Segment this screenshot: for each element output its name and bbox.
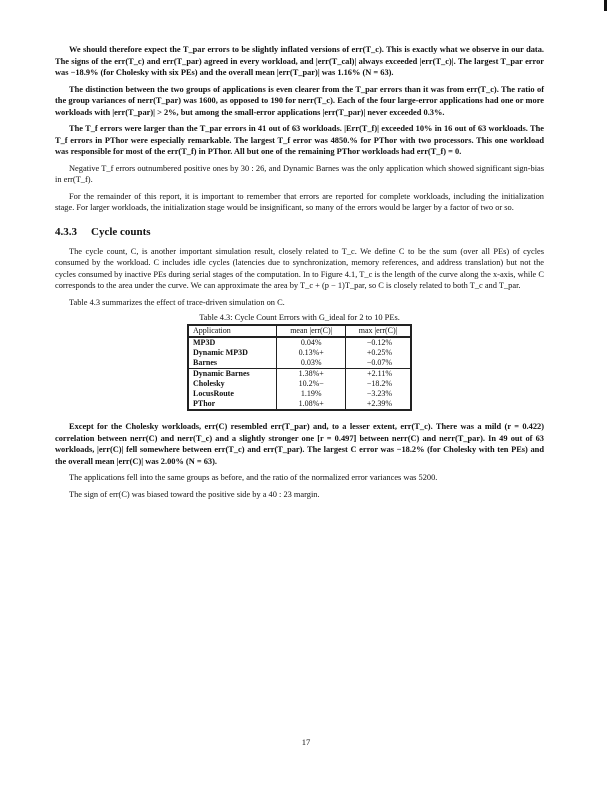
table-body — [188, 337, 411, 410]
paragraphs-mid — [55, 246, 544, 309]
table-caption: Table 4.3: Cycle Count Errors with G_ideal for 2 to 10 PEs. — [199, 313, 400, 322]
page-number: 17 — [301, 737, 311, 747]
paragraph: The applications fell into the same groups as before, and the ratio of the normalized error variances was 5200. — [69, 473, 438, 482]
cell-mean: 0.13%+ — [277, 348, 346, 358]
cell-mean: 10.2%− — [277, 379, 346, 389]
cycle-count-error-table — [187, 324, 412, 411]
page-body — [55, 44, 544, 505]
cell-max: +2.11% — [346, 369, 411, 380]
header-max: max |err(C)| — [346, 325, 411, 337]
corner-mark — [604, 0, 607, 11]
section-heading — [55, 226, 544, 238]
paragraph: The distinction between the two groups of applications is even clearer from the T_par errors than it was from err(T_c). The ratio of the group variances of nerr(T_par) was 1600, as opposed to 190 for nerr(T_c). Each of the four large-error applications had one or more workloads with |err(T_par)| > 2%, but among the small-error applications |err(T_par)| never exceeded 0.3%. — [55, 84, 544, 117]
cell-max: −18.2% — [346, 379, 411, 389]
cell-app: Dynamic MP3D — [193, 348, 248, 357]
table-row — [188, 337, 411, 348]
header-mean: mean |err(C)| — [277, 325, 346, 337]
section-number: 4.3.3 — [55, 225, 77, 238]
cell-mean: 1.38%+ — [277, 369, 346, 380]
paragraph: For the remainder of this report, it is important to remember that errors are reported for complete workloads, including the initialization stage. For larger workloads, the initialization stage would be insignificant, so many of the errors would be larger by a factor of two or so. — [55, 191, 544, 212]
cell-max: +2.39% — [346, 399, 411, 410]
cell-app: MP3D — [193, 338, 216, 347]
cell-max: −0.12% — [346, 337, 411, 348]
cell-max: −0.07% — [346, 358, 411, 369]
cell-mean: 0.04% — [277, 337, 346, 348]
cell-app: Barnes — [188, 358, 277, 369]
paragraph: Table 4.3 summarizes the effect of trace-driven simulation on C. — [69, 297, 285, 307]
table-header-row — [188, 325, 411, 337]
cell-mean: 0.03% — [277, 358, 346, 369]
cell-app: Cholesky — [193, 379, 225, 388]
cell-max: −3.23% — [346, 389, 411, 399]
table-row — [188, 358, 411, 369]
paragraph: The T_f errors were larger than the T_par errors in 41 out of 63 workloads. |Err(T_f)| exceeded 10% in 16 out of 63 workloads. The T_f errors in PThor were especially remarkable. The largest T_f error was 4850.% for PThor with two processors. This one workload was responsible for most of the err(T_f) in PThor. All but one of the remaining PThor workloads had err(T_f) = 0. — [55, 124, 544, 156]
paragraph: Except for the Cholesky workloads, err(C) resembled err(T_par) and, to a lesser extent, err(T_c). There was a mild (r = 0.422) correlation between nerr(C) and nerr(T_c) and a slightly stronger one [r = 0.497] between nerr(C) and nerr(T_par). In 49 out of 63 workloads, |err(C)| fell somewhere between err(T_c) and err(T_par). The largest C error was −18.2% (for Cholesky with ten PEs) and the overall mean |err(C)| was 2.00% (N = 63). — [55, 422, 544, 466]
table-row — [188, 389, 411, 399]
paragraph: The sign of err(C) was biased toward the positive side by a 40 : 23 margin. — [69, 489, 320, 499]
table-row — [188, 369, 411, 380]
table-wrapper — [187, 324, 412, 411]
cell-mean: 1.08%+ — [277, 399, 346, 410]
cell-app: PThor — [193, 399, 216, 408]
cell-max: +0.25% — [346, 348, 411, 358]
cell-app: LocusRoute — [193, 389, 234, 398]
paragraphs-after — [55, 421, 544, 500]
paragraph: We should therefore expect the T_par errors to be slightly inflated versions of err(T_c). This is exactly what we observe in our data. The signs of the err(T_c) and err(T_par) agreed in every workload, and |err(T_cal)| always exceeded |err(T_c)|. The largest T_par error was −18.9% (for Cholesky with six PEs) and the overall mean |err(T_par)| was 1.16% (N = 63). — [55, 45, 544, 77]
header-application: Application — [188, 325, 277, 337]
table-row — [188, 379, 411, 389]
cell-mean: 1.19% — [277, 389, 346, 399]
paragraph: The cycle count, C, is another important simulation result, closely related to T_c. We define C to be the sum (over all PEs) of cycles consumed by the workload. C includes idle cycles (latencies due to synchronization, memory references, and address translation) but not the cycles consumed by inactive PEs during serial stages of the computation. In to Figure 4.1, T_c is the length of the curve along the x-axis, while C corresponds to the area under the curve. We can approximate the area by T_c + (p − 1)T_par, so C is closely related to both T_c and T_par. — [55, 246, 544, 290]
table-row — [188, 399, 411, 410]
table-row — [188, 348, 411, 358]
cell-app: Dynamic Barnes — [193, 369, 250, 378]
section-title: Cycle counts — [91, 225, 151, 238]
paragraphs-before — [55, 44, 544, 214]
paragraph: Negative T_f errors outnumbered positive ones by 30 : 26, and Dynamic Barnes was the only application which showed significant sign-bias in err(T_f). — [55, 163, 544, 184]
